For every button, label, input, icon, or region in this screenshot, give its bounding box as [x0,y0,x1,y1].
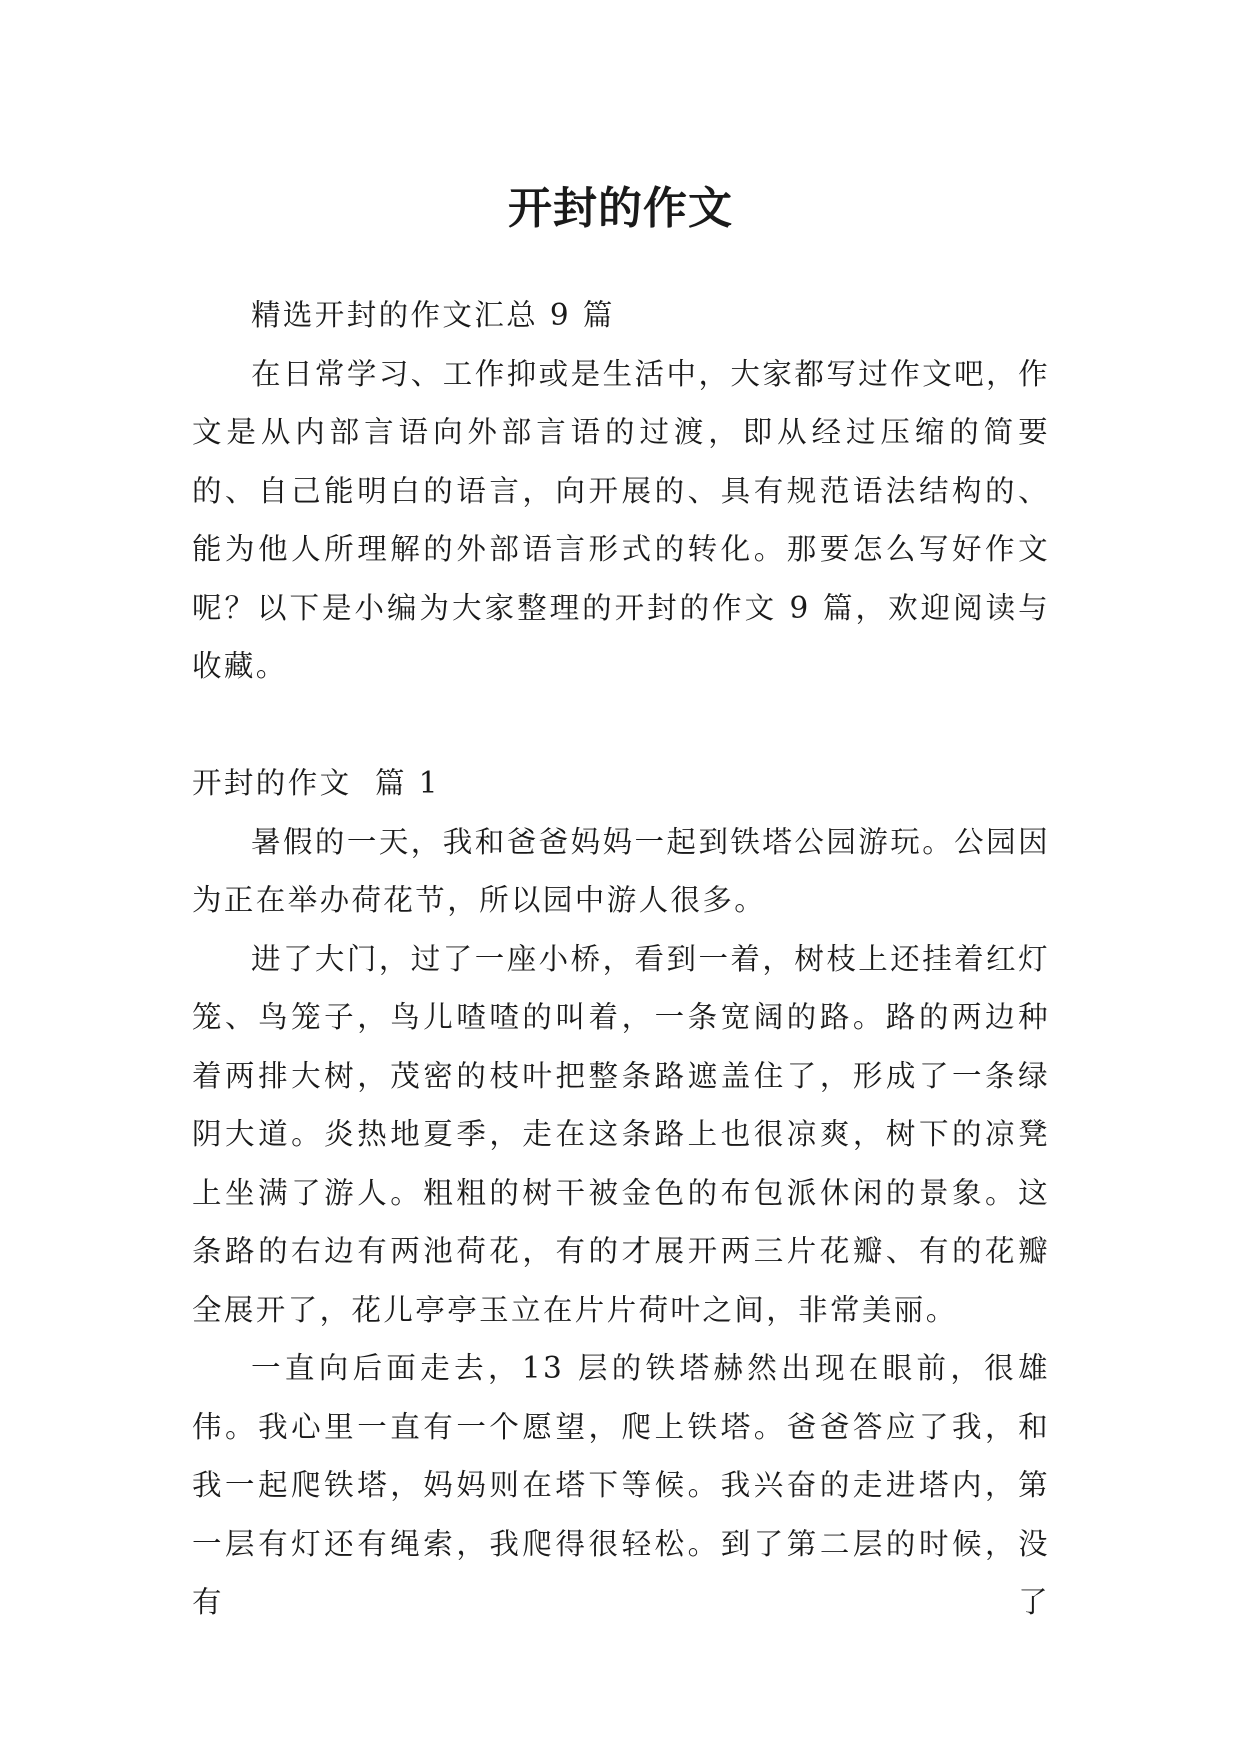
section-heading: 开封的作文 篇 1 [192,766,440,800]
intro-subtitle: 精选开封的作文汇总 9 篇 [251,298,615,332]
intro-paragraph: 在日常学习、工作抑或是生活中，大家都写过作文吧，作文是从内部言语向外部言语的过渡，即从经过压缩的简要的、自己能明白的语言，向开展的、具有规范语法结构的、能为他人所理解的外部语言形式的转化。那要怎么写好作文呢？以下是小编为大家整理的开封的作文 9 篇，欢迎阅读与收藏。 [192,356,1050,683]
document-title: 开封的作文 [508,183,733,235]
body-paragraph: 一直向后面走去，13 层的铁塔赫然出现在眼前，很雄伟。我心里一直有一个愿望，爬上铁塔。爸爸答应了我，和我一起爬铁塔，妈妈则在塔下等候。我兴奋的走进塔内，第一层有灯还有绳索，我爬得很轻松。到了第二层的时候，没有了 [192,1351,1050,1619]
document-body [192,286,1050,1632]
body-paragraph: 进了大门，过了一座小桥，看到一着，树枝上还挂着红灯笼、鸟笼子，鸟儿喳喳的叫着，一条宽阔的路。路的两边种着两排大树，茂密的枝叶把整条路遮盖住了，形成了一条绿阴大道。炎热地夏季，走在这条路上也很凉爽，树下的凉凳上坐满了游人。粗粗的树干被金色的布包派休闲的景象。这条路的右边有两池荷花，有的才展开两三片花瓣、有的花瓣全展开了，花儿亭亭玉立在片片荷叶之间，非常美丽。 [192,941,1050,1327]
body-paragraph: 暑假的一天，我和爸爸妈妈一起到铁塔公园游玩。公园因为正在举办荷花节，所以园中游人很多。 [192,824,1050,917]
